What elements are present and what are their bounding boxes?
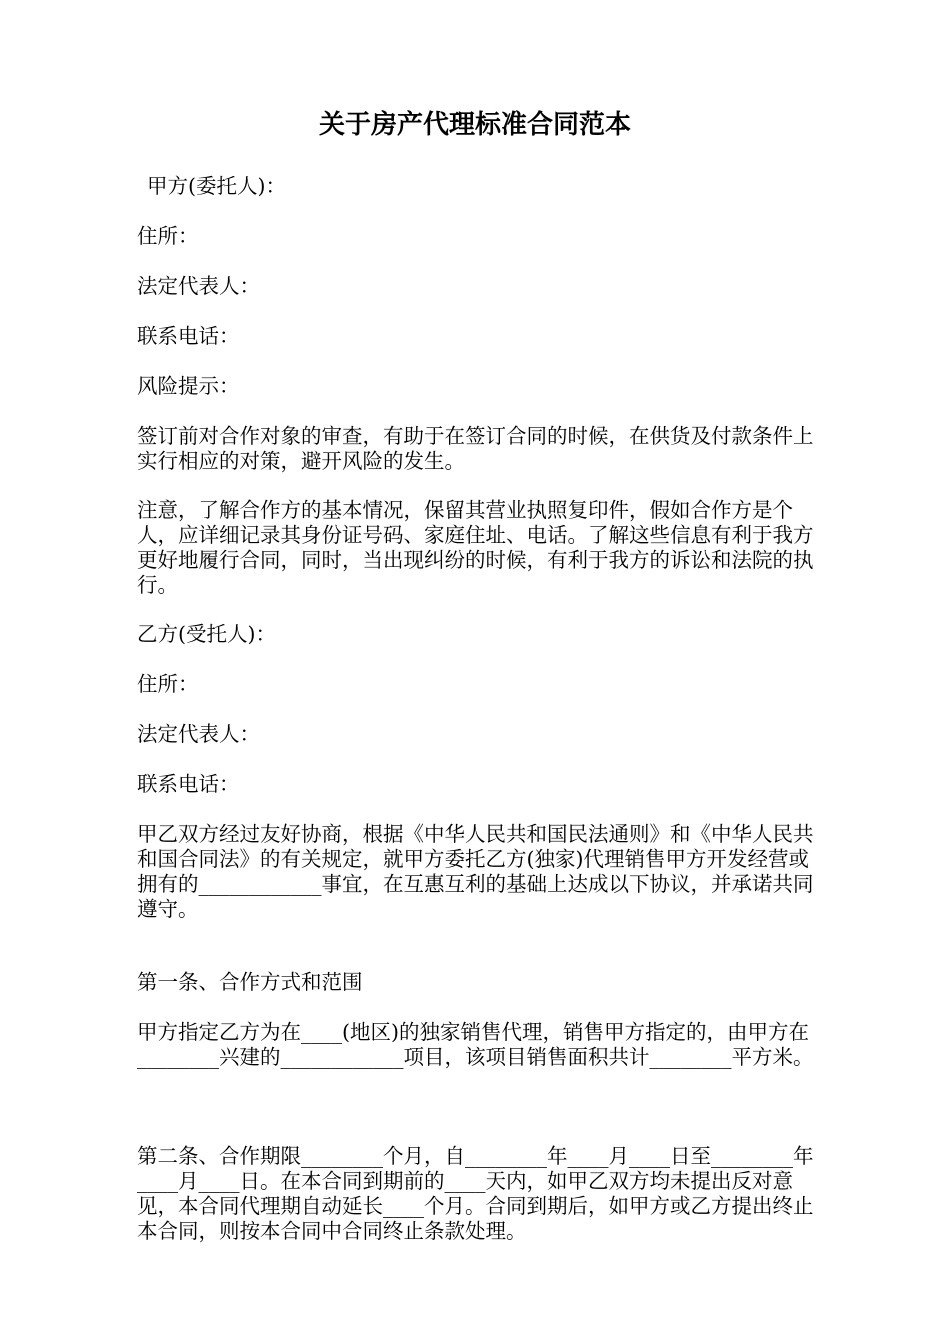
risk-notice-text: 签订前对合作对象的审查，有助于在签订合同的时候，在供货及付款条件上实行相应的对策，避开风险的发生。 xyxy=(137,424,814,473)
party-a-legal-rep: 法定代表人： xyxy=(137,274,260,298)
article-1-text: 甲方指定乙方为在____(地区)的独家销售代理，销售甲方指定的，由甲方在________兴建的____________项目，该项目销售面积共计________平方米。 xyxy=(137,1020,814,1069)
risk-notice-heading: 风险提示： xyxy=(137,374,240,398)
party-a-heading: 甲方(委托人)： xyxy=(147,174,286,198)
party-b-heading: 乙方(受托人)： xyxy=(137,622,276,646)
party-a-phone: 联系电话： xyxy=(137,324,240,348)
party-b-address: 住所： xyxy=(137,672,199,696)
article-2-text: 第二条、合作期限________个月，自________年____月____日至________年____月____日。在本合同到期前的____天内，如甲乙双方均未提出反对意见，本合同代理期自动延长____个月。合同到期后，如甲方或乙方提出终止本合同，则按本合同中合同终止条款处理。 xyxy=(137,1144,814,1243)
attention-text: 注意，了解合作方的基本情况，保留其营业执照复印件，假如合作方是个人，应详细记录其身份证号码、家庭住址、电话。了解这些信息有利于我方更好地履行合同，同时，当出现纠纷的时候，有利于我方的诉讼和法院的执行。 xyxy=(137,498,814,597)
party-b-legal-rep: 法定代表人： xyxy=(137,722,260,746)
preamble-text: 甲乙双方经过友好协商，根据《中华人民共和国民法通则》和《中华人民共和国合同法》的有关规定，就甲方委托乙方(独家)代理销售甲方开发经营或拥有的____________事宜，在互惠互利的基础上达成以下协议，并承诺共同遵守。 xyxy=(137,822,814,921)
article-1-heading: 第一条、合作方式和范围 xyxy=(137,970,363,994)
party-b-phone: 联系电话： xyxy=(137,772,240,796)
document-title: 关于房产代理标准合同范本 xyxy=(318,110,631,140)
party-a-address: 住所： xyxy=(137,224,199,248)
